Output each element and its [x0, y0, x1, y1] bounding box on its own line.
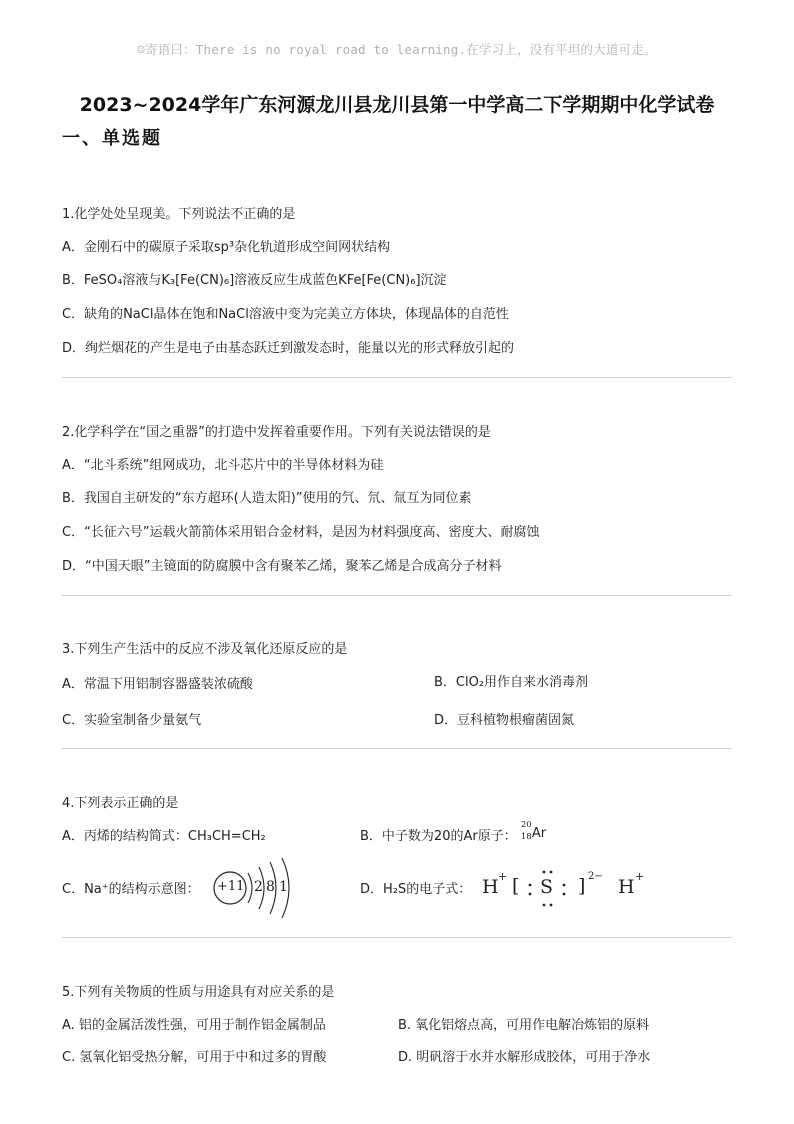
- question-divider: [62, 595, 732, 596]
- q2-option-a: A．“北斗系统”组网成功，北斗芯片中的半导体材料为硅: [62, 458, 384, 473]
- sodium-ion-structure-diagram: [208, 857, 303, 919]
- q2-option-b: B．我国自主研发的“东方超环(人造太阳)”使用的氕、氘、氚互为同位素: [62, 491, 472, 506]
- q4-option-c: [62, 878, 200, 897]
- question-divider: [62, 937, 732, 938]
- q2-stem: 2.化学科学在“国之重器”的打造中发挥着重要作用。下列有关说法错误的是: [62, 425, 491, 440]
- hydrogen-charge-left: +: [498, 870, 508, 883]
- q5-option-b: B. 氧化铝熔点高，可用作电解冶炼铝的原料: [398, 1018, 650, 1033]
- q2-option-c: C．“长征六号”运载火箭箭体采用铝合金材料，是因为材料强度高、密度大、耐腐蚀: [62, 525, 540, 540]
- q2-option-d: D．“中国天眼”主镜面的防腐膜中含有聚苯乙烯，聚苯乙烯是合成高分子材料: [62, 559, 502, 574]
- q1-stem: 1.化学处处呈现美。下列说法不正确的是: [62, 207, 296, 222]
- q4-option-d-label: D．H₂S的电子式：: [360, 882, 472, 897]
- q4-option-b-label: B．中子数为20的Ar原子：: [360, 829, 517, 844]
- shell-3-electrons: 1: [279, 879, 288, 895]
- q1-option-b: B．FeSO₄溶液与K₃[Fe(CN)₆]溶液反应生成蓝色KFe[Fe(CN)₆]沉淀: [62, 273, 447, 288]
- q1-option-d: D．绚烂烟花的产生是电子由基态跃迁到激发态时，能量以光的形式释放引起的: [62, 341, 515, 356]
- q5-option-a: A. 铝的金属活泼性强，可用于制作铝金属制品: [62, 1018, 326, 1033]
- q5-stem: 5.下列有关物质的性质与用途具有对应关系的是: [62, 985, 335, 1000]
- q4-option-c-label: C．Na⁺的结构示意图：: [62, 882, 200, 897]
- atomic-number: 18: [520, 832, 532, 842]
- hydrogen-charge-right: +: [635, 870, 645, 883]
- q5-option-c: C. 氢氧化铝受热分解，可用于中和过多的胃酸: [62, 1050, 327, 1065]
- q4-option-a: A．丙烯的结构简式：CH₃CH=CH₂: [62, 829, 266, 844]
- q1-option-c: C．缺角的NaCl晶体在饱和NaCl溶液中变为完美立方体块，体现晶体的自范性: [62, 307, 509, 322]
- q3-option-b: B．ClO₂用作自来水消毒剂: [434, 675, 589, 690]
- q5-option-d: D. 明矾溶于水并水解形成胶体，可用于净水: [398, 1050, 651, 1065]
- sulfide-charge: 2−: [588, 871, 603, 882]
- q4-stem: 4.下列表示正确的是: [62, 796, 179, 811]
- nucleus-charge: +11: [217, 879, 245, 894]
- hydrogen-atom-right: H: [618, 876, 635, 898]
- hydrogen-atom-left: H: [482, 876, 499, 898]
- q3-stem: 3.下列生产生活中的反应不涉及氧化还原反应的是: [62, 642, 348, 657]
- shell-1-electrons: 2: [254, 879, 263, 895]
- q3-option-c: C．实验室制备少量氨气: [62, 713, 202, 728]
- q3-option-a: A．常温下用铝制容器盛装浓硫酸: [62, 677, 253, 692]
- q1-option-a: A．金刚石中的碳原子采取sp³杂化轨道形成空间网状结构: [62, 240, 391, 255]
- q4-option-b: [360, 820, 557, 844]
- mass-number: 20: [520, 820, 532, 830]
- shell-2-electrons: 8: [266, 879, 275, 895]
- question-divider: [62, 377, 732, 378]
- argon-nuclide-notation: [520, 820, 557, 842]
- q4-option-d: [360, 878, 471, 897]
- exam-title: 2023~2024学年广东河源龙川县龙川县第一中学高二下学期期中化学试卷: [79, 94, 715, 116]
- question-divider: [62, 748, 732, 749]
- bracket-right: ]: [578, 875, 586, 897]
- motto-header: ☺寄语曰：There is no royal road to learning.在学习上，没有平坦的大道可走。: [137, 42, 657, 57]
- element-symbol: Ar: [531, 826, 547, 841]
- sulfur-atom: S: [540, 876, 554, 898]
- bracket-left: [: [512, 875, 520, 897]
- q3-option-d: D．豆科植物根瘤菌固氮: [434, 713, 575, 728]
- hydrogen-sulfide-electron-formula: [482, 866, 652, 912]
- section-heading: 一、单选题: [62, 128, 162, 149]
